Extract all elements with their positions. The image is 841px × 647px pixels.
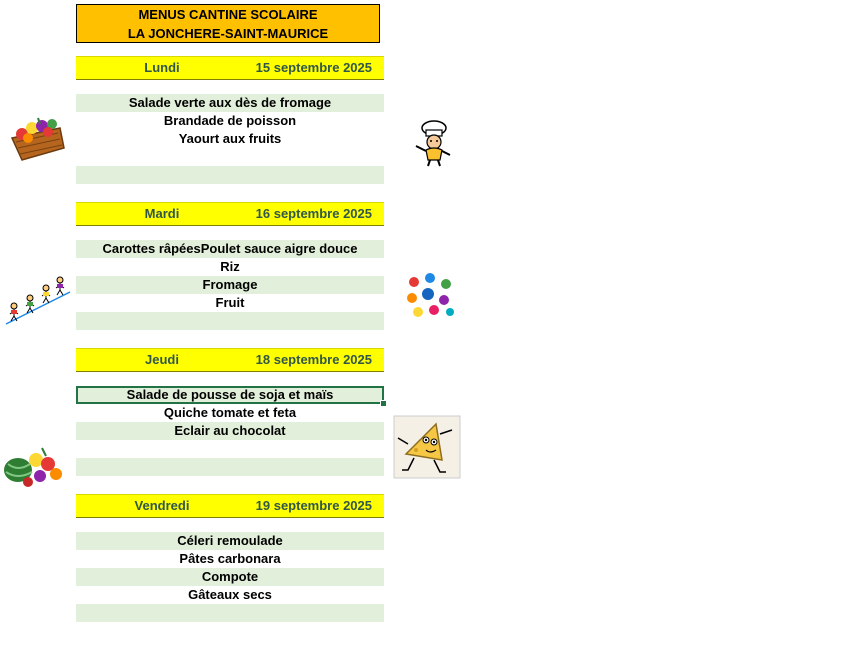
day-header[interactable] — [76, 56, 384, 80]
menu-row[interactable]: Yaourt aux fruits — [178, 131, 282, 146]
menu-row[interactable]: Pâtes carbonara — [179, 551, 281, 566]
title-line-2: LA JONCHERE-SAINT-MAURICE — [127, 25, 329, 41]
menu-row[interactable] — [76, 604, 384, 622]
title-line-1: MENUS CANTINE SCOLAIRE — [138, 6, 318, 22]
day-name: Lundi — [144, 60, 180, 75]
menu-row[interactable] — [76, 166, 384, 184]
menu-row-text: Salade de pousse de soja et maïs — [126, 387, 334, 402]
handprints-icon[interactable] — [404, 272, 456, 318]
day-date: 16 septembre 2025 — [255, 206, 372, 221]
menu-row[interactable]: Fruit — [215, 295, 245, 310]
day-header[interactable] — [76, 202, 384, 226]
menu-row[interactable] — [76, 312, 384, 330]
chef-icon[interactable] — [406, 120, 454, 168]
fruit-basket-icon[interactable] — [8, 114, 66, 166]
children-drawing-icon[interactable] — [4, 270, 72, 326]
menu-row[interactable] — [76, 148, 384, 166]
day-name: Jeudi — [145, 352, 179, 367]
day-date: 15 septembre 2025 — [255, 60, 372, 75]
menu-row[interactable]: Quiche tomate et feta — [163, 405, 297, 420]
day-name: Mardi — [144, 206, 180, 221]
fruit-pile-icon[interactable] — [2, 442, 64, 488]
menu-row[interactable] — [76, 440, 384, 458]
day-date: 18 septembre 2025 — [255, 352, 372, 367]
menu-row[interactable]: Céleri remoulade — [76, 532, 384, 550]
menu-row[interactable]: Riz — [220, 259, 240, 274]
day-header[interactable] — [76, 348, 384, 372]
menu-row[interactable]: Salade verte aux dès de fromage — [76, 94, 384, 112]
menu-row[interactable]: Gâteaux secs — [188, 587, 272, 602]
menu-row[interactable]: Compote — [76, 568, 384, 586]
day-header[interactable] — [76, 494, 384, 518]
menu-row[interactable]: Carottes râpéesPoulet sauce aigre douce — [76, 240, 384, 258]
menu-row[interactable] — [76, 458, 384, 476]
menu-row[interactable]: Fromage — [76, 276, 384, 294]
day-date: 19 septembre 2025 — [255, 498, 372, 513]
day-name: Vendredi — [134, 498, 190, 513]
cheese-character-icon[interactable] — [392, 414, 462, 480]
menu-row[interactable]: Eclair au chocolat — [76, 422, 384, 440]
menu-row[interactable]: Brandade de poisson — [163, 113, 297, 128]
menu-row-selected[interactable] — [76, 386, 384, 404]
menu-title — [76, 4, 380, 43]
